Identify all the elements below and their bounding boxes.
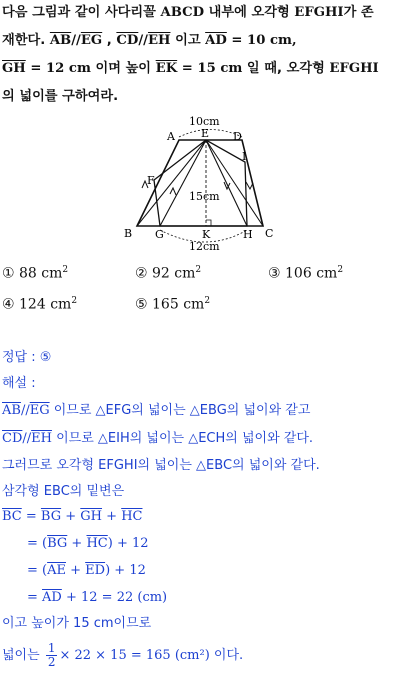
segment-ab: $\overline{AB}$ <box>2 403 21 418</box>
solution-text: 이고 높이가 15 cm이므로 <box>2 616 152 631</box>
fraction-one-half <box>46 642 58 669</box>
segment-ad: $\overline{AD}$ <box>42 590 62 605</box>
segment-cd: $\overline{CD}$ <box>2 431 23 446</box>
equation-text: = ( <box>27 563 48 578</box>
choice-exponent: 2 <box>71 296 78 306</box>
parallel-symbol: // <box>71 33 81 48</box>
label-g: G <box>155 228 164 241</box>
problem-text: 내부에 오각형 <box>204 5 295 20</box>
parallel-arrow-eg <box>170 188 176 195</box>
choice-2[interactable] <box>135 265 201 282</box>
plus: + <box>66 563 86 578</box>
solution-line-1: $\overline{AB}//\overline{EG}$ 이므로 △EFG의 넓이는 △EBG의 넓이와 같고 <box>2 403 311 418</box>
equation-text: = ( <box>27 536 48 551</box>
problem-text: 다음 그림과 같이 사다리꼴 <box>2 5 161 20</box>
line-eg <box>160 140 206 226</box>
trapezoid-name: ABCD <box>160 5 205 20</box>
problem-text: 이며 높이 <box>90 61 156 76</box>
label-f: F <box>147 174 155 187</box>
solution-line-9 <box>2 614 151 634</box>
height-label: 15cm <box>189 190 220 203</box>
plus: + <box>67 536 87 551</box>
choice-value: 106 cm <box>285 265 338 282</box>
answer-line <box>2 348 51 368</box>
label-h: H <box>243 228 253 241</box>
problem-text: 의 넓이를 구하여라. <box>2 89 119 104</box>
choice-value: 124 cm <box>19 296 72 313</box>
pentagon-name: EFGHI <box>329 61 379 76</box>
choice-number: ⑤ <box>135 296 148 313</box>
solution-line-3 <box>2 456 320 476</box>
top-length-label: 10cm <box>189 115 220 128</box>
equals: = <box>21 509 41 524</box>
segment-ed: $\overline{ED}$ <box>85 563 106 578</box>
segment-bg: $\overline{BG}$ <box>40 509 62 524</box>
choice-number: ① <box>2 265 15 282</box>
problem-line-3 <box>2 59 379 79</box>
choice-value: 92 cm <box>152 265 196 282</box>
label-e: E <box>201 127 210 140</box>
solution-line-4 <box>2 482 124 502</box>
answer-value: ⑤ <box>39 350 52 365</box>
line-ec <box>206 140 263 226</box>
parallel-symbol: // <box>138 33 148 48</box>
label-i: I <box>242 150 247 163</box>
explanation-label-text: 해설 : <box>2 376 36 391</box>
plus: + <box>102 509 122 524</box>
equation-text: ) + 12 <box>107 536 149 551</box>
label-d: D <box>233 130 242 143</box>
choice-5[interactable] <box>135 296 210 313</box>
choice-exponent: 2 <box>204 296 211 306</box>
choice-3[interactable] <box>268 265 343 282</box>
choice-1[interactable] <box>2 265 68 282</box>
answer-label: 정답 : <box>2 350 40 365</box>
solution-text: 넓이는 <box>2 648 44 663</box>
solution-text: 삼각형 EBC의 밑변은 <box>2 484 125 499</box>
segment-eh: $\overline{EH}$ <box>31 431 52 446</box>
label-c: C <box>265 227 274 240</box>
solution-text: 이므로 △EIH의 넓이는 △ECH의 넓이와 같다. <box>51 431 314 446</box>
solution-line-7 <box>27 561 146 581</box>
problem-line-4 <box>2 87 118 107</box>
label-b: B <box>124 227 133 240</box>
label-a: A <box>167 130 175 143</box>
segment-ab: $\overline{AB}$ <box>49 33 72 48</box>
pentagon-name: EFGHI <box>294 5 344 20</box>
segment-eg: $\overline{EG}$ <box>80 33 103 48</box>
segment-cd: $\overline{CD}$ <box>116 33 139 48</box>
problem-line-1 <box>2 3 374 23</box>
segment-ek: $\overline{EK}$ <box>155 61 178 76</box>
problem-text: , <box>102 33 117 48</box>
segment-eg: $\overline{EG}$ <box>29 403 50 418</box>
equation-text: = <box>27 590 43 605</box>
fraction-denominator: 2 <box>47 655 56 669</box>
equation: = 10 cm, <box>226 33 297 48</box>
solution-text: 그러므로 오각형 EFGHI의 넓이는 △EBC의 넓이와 같다. <box>2 458 320 473</box>
segment-bg: $\overline{BG}$ <box>47 536 68 551</box>
solution-line-6 <box>27 534 149 554</box>
choice-exponent: 2 <box>337 265 344 275</box>
segment-eh: $\overline{EH}$ <box>147 33 171 48</box>
choice-value: 165 cm <box>152 296 205 313</box>
equation: = 15 cm <box>177 61 243 76</box>
problem-text: 재한다. <box>2 33 50 48</box>
segment-gh: $\overline{GH}$ <box>2 61 26 76</box>
segment-hc: $\overline{HC}$ <box>121 509 143 524</box>
choice-4[interactable] <box>2 296 77 313</box>
explanation-label <box>2 374 36 394</box>
problem-line-2 <box>2 31 297 51</box>
problem-text: 가 존 <box>343 5 374 20</box>
choice-number: ④ <box>2 296 15 313</box>
equation-text: + 12 = 22 (cm) <box>61 590 168 605</box>
fraction-numerator: 1 <box>47 641 56 655</box>
choice-exponent: 2 <box>62 265 69 275</box>
trapezoid-figure <box>115 112 290 254</box>
solution-line-8 <box>27 588 167 608</box>
pentagon-outline <box>154 140 247 226</box>
segment-ae: $\overline{AE}$ <box>47 563 66 578</box>
right-angle-mark <box>206 220 211 226</box>
plus: + <box>61 509 81 524</box>
solution-line-2: $\overline{CD}//\overline{EH}$ 이므로 △EIH의 넓이는 △ECH의 넓이와 같다. <box>2 431 314 446</box>
bottom-length-label: 12cm <box>189 240 220 253</box>
problem-text: 일 때, 오각형 <box>242 61 330 76</box>
solution-line-10 <box>2 642 243 670</box>
line-eh <box>206 140 247 226</box>
problem-text: 이고 <box>170 33 206 48</box>
choice-number: ③ <box>268 265 281 282</box>
segment-bc: $\overline{BC}$ <box>2 509 22 524</box>
label-k: K <box>202 228 211 241</box>
segment-hc: $\overline{HC}$ <box>86 536 108 551</box>
equation: = 12 cm <box>25 61 91 76</box>
choice-number: ② <box>135 265 148 282</box>
segment-gh: $\overline{GH}$ <box>80 509 103 524</box>
equation-text: ) + 12 <box>105 563 146 578</box>
solution-text: 이므로 △EFG의 넓이는 △EBG의 넓이와 같고 <box>49 403 311 418</box>
equation-text: × 22 × 15 = 165 (cm²) 이다. <box>59 648 244 663</box>
solution-line-5 <box>2 507 142 527</box>
choice-value: 88 cm <box>19 265 63 282</box>
choice-exponent: 2 <box>195 265 202 275</box>
segment-ad: $\overline{AD}$ <box>205 33 227 48</box>
